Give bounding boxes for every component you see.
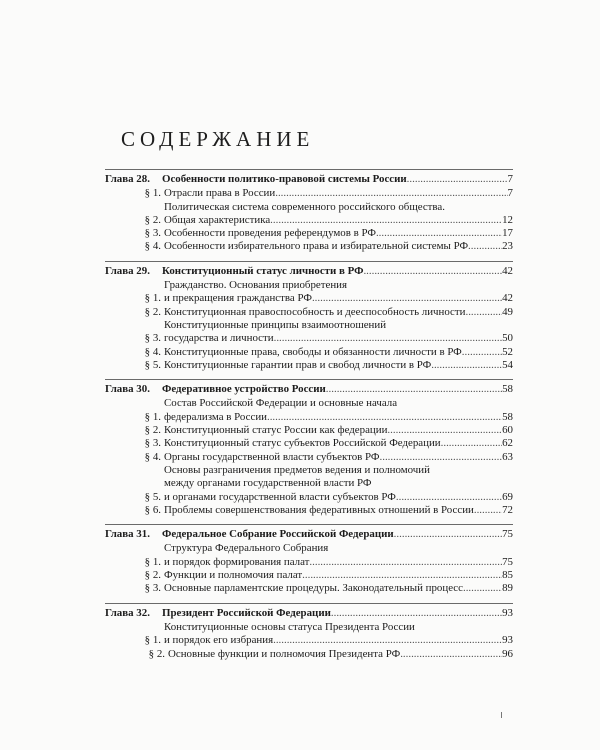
chapter-page-number: 7: [507, 173, 513, 185]
section-label: § 1.: [144, 187, 161, 200]
section-page-number: 23: [502, 240, 513, 253]
section-label: § 3.: [144, 332, 161, 345]
section-label: § 4.: [144, 345, 161, 358]
dot-leader: [463, 582, 502, 595]
dot-leader: [462, 346, 502, 359]
section-page-number: 52: [502, 345, 513, 358]
section-page-number: 58: [502, 410, 513, 423]
dot-leader: [407, 173, 508, 186]
section-page-number: 93: [502, 634, 513, 647]
toc-section[interactable]: [105, 227, 513, 240]
section-label: § 3.: [144, 582, 161, 595]
dot-leader: [274, 332, 503, 345]
dot-leader: [309, 556, 502, 569]
table-of-contents: [105, 169, 513, 668]
dot-leader: [363, 265, 502, 278]
toc-section[interactable]: [105, 464, 513, 504]
chapter-page-number: 75: [502, 528, 513, 541]
section-title-line: Структура Федерального Собрания: [164, 542, 329, 555]
dot-leader: [273, 634, 502, 647]
chapter-title: Федеральное Собрание Российской Федерации: [162, 528, 394, 541]
section-title-line: Проблемы совершенствования федеративных отношений в России: [164, 503, 474, 516]
dot-leader: [474, 504, 502, 517]
dot-leader: [465, 306, 502, 319]
chapter-page-number: 42: [502, 264, 513, 277]
toc-section[interactable]: [105, 582, 513, 595]
section-title-line: Конституционные принципы взаимоотношений: [164, 318, 387, 331]
section-title-line: Конституционный статус России как федерации: [164, 424, 388, 437]
toc-chapter-heading[interactable]: [105, 528, 513, 541]
dot-leader: [394, 528, 502, 541]
section-page-number: 12: [502, 213, 513, 226]
section-label: § 2.: [144, 569, 161, 582]
toc-section[interactable]: [105, 569, 513, 582]
dot-leader: [376, 227, 502, 240]
toc-chapter: [105, 603, 513, 661]
section-label: § 3.: [144, 227, 161, 240]
section-title-line: Гражданство. Основания приобретения: [164, 279, 347, 292]
toc-chapter-heading[interactable]: [105, 383, 513, 396]
toc-chapter-heading[interactable]: [105, 265, 513, 278]
section-page-number: 72: [502, 503, 513, 516]
section-title-line: Основные парламентские процедуры. Законодательный процесс: [164, 582, 463, 595]
section-page-number: 89: [502, 582, 513, 595]
section-title-line: между органами государственной власти РФ: [164, 477, 372, 490]
section-title-line: государства и личности: [164, 332, 274, 345]
toc-section[interactable]: [105, 542, 513, 569]
toc-chapter-heading[interactable]: [105, 173, 513, 186]
toc-chapter-heading[interactable]: [105, 607, 513, 620]
dot-leader: [302, 569, 502, 582]
section-label: § 1.: [144, 634, 161, 647]
section-title-line: Функции и полномочия палат: [164, 569, 303, 582]
dot-leader: [331, 607, 502, 620]
section-label: § 5.: [144, 490, 161, 503]
section-page-number: 50: [502, 332, 513, 345]
section-title-line: и органами государственной власти субъектов РФ: [164, 490, 396, 503]
section-label: § 2.: [144, 213, 161, 226]
toc-section[interactable]: [105, 319, 513, 346]
dot-leader: [396, 491, 502, 504]
section-title-line: Конституционная правоспособность и дееспособность личности: [164, 305, 466, 318]
section-page-number: 49: [502, 305, 513, 318]
section-title-line: Особенности проведения референдумов в РФ: [164, 227, 376, 240]
toc-section[interactable]: [105, 359, 513, 372]
section-title-line: Общая характеристика: [164, 213, 271, 226]
section-page-number: 85: [502, 569, 513, 582]
section-title-line: и прекращения гражданства РФ: [164, 292, 312, 305]
chapter-label: Глава 30.: [105, 383, 150, 396]
section-page-number: 75: [502, 555, 513, 568]
section-label: § 2.: [144, 424, 161, 437]
dot-leader: [441, 437, 502, 450]
section-title-line: и порядок формирования палат: [164, 555, 310, 568]
section-label: § 2.: [148, 647, 165, 660]
dot-leader: [312, 292, 502, 305]
section-page-number: 7: [507, 187, 513, 200]
section-title-line: Конституционный статус субъектов Российской Федерации: [164, 437, 441, 450]
chapter-label: Глава 31.: [105, 528, 150, 541]
section-title-line: Политическая система современного российского общества.: [164, 200, 445, 213]
section-page-number: 17: [502, 227, 513, 240]
section-page-number: 63: [502, 450, 513, 463]
toc-chapter: [105, 379, 513, 517]
dot-leader: [275, 187, 507, 200]
toc-section[interactable]: [105, 201, 513, 228]
chapter-label: Глава 29.: [105, 264, 150, 277]
section-title-line: Состав Российской Федерации и основные начала: [164, 397, 398, 410]
section-title-line: федерализма в России: [164, 410, 267, 423]
dot-leader: [380, 451, 503, 464]
section-label: § 1.: [144, 410, 161, 423]
section-label: § 1.: [144, 555, 161, 568]
toc-section[interactable]: [105, 451, 513, 464]
section-label: § 5.: [144, 358, 161, 371]
toc-chapter: [105, 524, 513, 595]
section-page-number: 42: [502, 292, 513, 305]
section-label: § 2.: [144, 305, 161, 318]
toc-section[interactable]: [105, 621, 513, 648]
chapter-title: Конституционный статус личности в РФ: [162, 264, 364, 277]
section-title-line: Отрасли права в России: [164, 187, 276, 200]
toc-section[interactable]: [105, 279, 513, 306]
section-label: § 6.: [144, 503, 161, 516]
toc-section[interactable]: [105, 504, 513, 517]
toc-section[interactable]: [105, 397, 513, 424]
toc-section[interactable]: [105, 424, 513, 437]
toc-section[interactable]: [105, 187, 513, 200]
dot-leader: [326, 383, 502, 396]
section-label: § 1.: [144, 292, 161, 305]
section-label: § 4.: [144, 240, 161, 253]
chapter-title: Федеративное устройство России: [162, 383, 326, 396]
section-title-line: Основы разграничения предметов ведения и полномочий: [164, 463, 430, 476]
chapter-label: Глава 32.: [105, 606, 150, 619]
section-page-number: 96: [502, 647, 513, 660]
section-page-number: 62: [502, 437, 513, 450]
toc-chapter: [105, 169, 513, 254]
section-title-line: Органы государственной власти субъектов РФ: [164, 450, 380, 463]
chapter-page-number: 58: [502, 383, 513, 396]
toc-section[interactable]: [105, 240, 513, 253]
chapter-title: Президент Российской Федерации: [162, 606, 331, 619]
toc-chapter: [105, 261, 513, 372]
chapter-title: Особенности политико-правовой системы России: [162, 173, 407, 185]
chapter-page-number: 93: [502, 606, 513, 619]
toc-section[interactable]: [105, 346, 513, 359]
page-edge-mark: [501, 712, 502, 718]
toc-section[interactable]: [105, 306, 513, 319]
section-page-number: 60: [502, 424, 513, 437]
section-page-number: 69: [502, 490, 513, 503]
chapter-label: Глава 28.: [105, 173, 150, 185]
section-title-line: Особенности избирательного права и избирательной системы РФ: [164, 240, 469, 253]
section-title-line: Основные функции и полномочия Президента РФ: [168, 647, 401, 660]
dot-leader: [270, 214, 502, 227]
dot-leader: [431, 359, 502, 372]
toc-section[interactable]: [105, 648, 513, 661]
dot-leader: [387, 424, 502, 437]
dot-leader: [267, 411, 502, 424]
dot-leader: [468, 240, 502, 253]
section-label: § 4.: [144, 450, 161, 463]
section-page-number: 54: [502, 358, 513, 371]
section-label: § 3.: [144, 437, 161, 450]
section-title-line: Конституционные основы статуса Президента России: [164, 620, 415, 633]
page-title: СОДЕРЖАНИЕ: [121, 127, 315, 151]
section-title-line: и порядок его избрания: [164, 634, 274, 647]
dot-leader: [400, 648, 502, 661]
section-title-line: Конституционные гарантии прав и свобод личности в РФ: [164, 358, 432, 371]
toc-section[interactable]: [105, 437, 513, 450]
section-title-line: Конституционные права, свободы и обязанности личности в РФ: [164, 345, 462, 358]
